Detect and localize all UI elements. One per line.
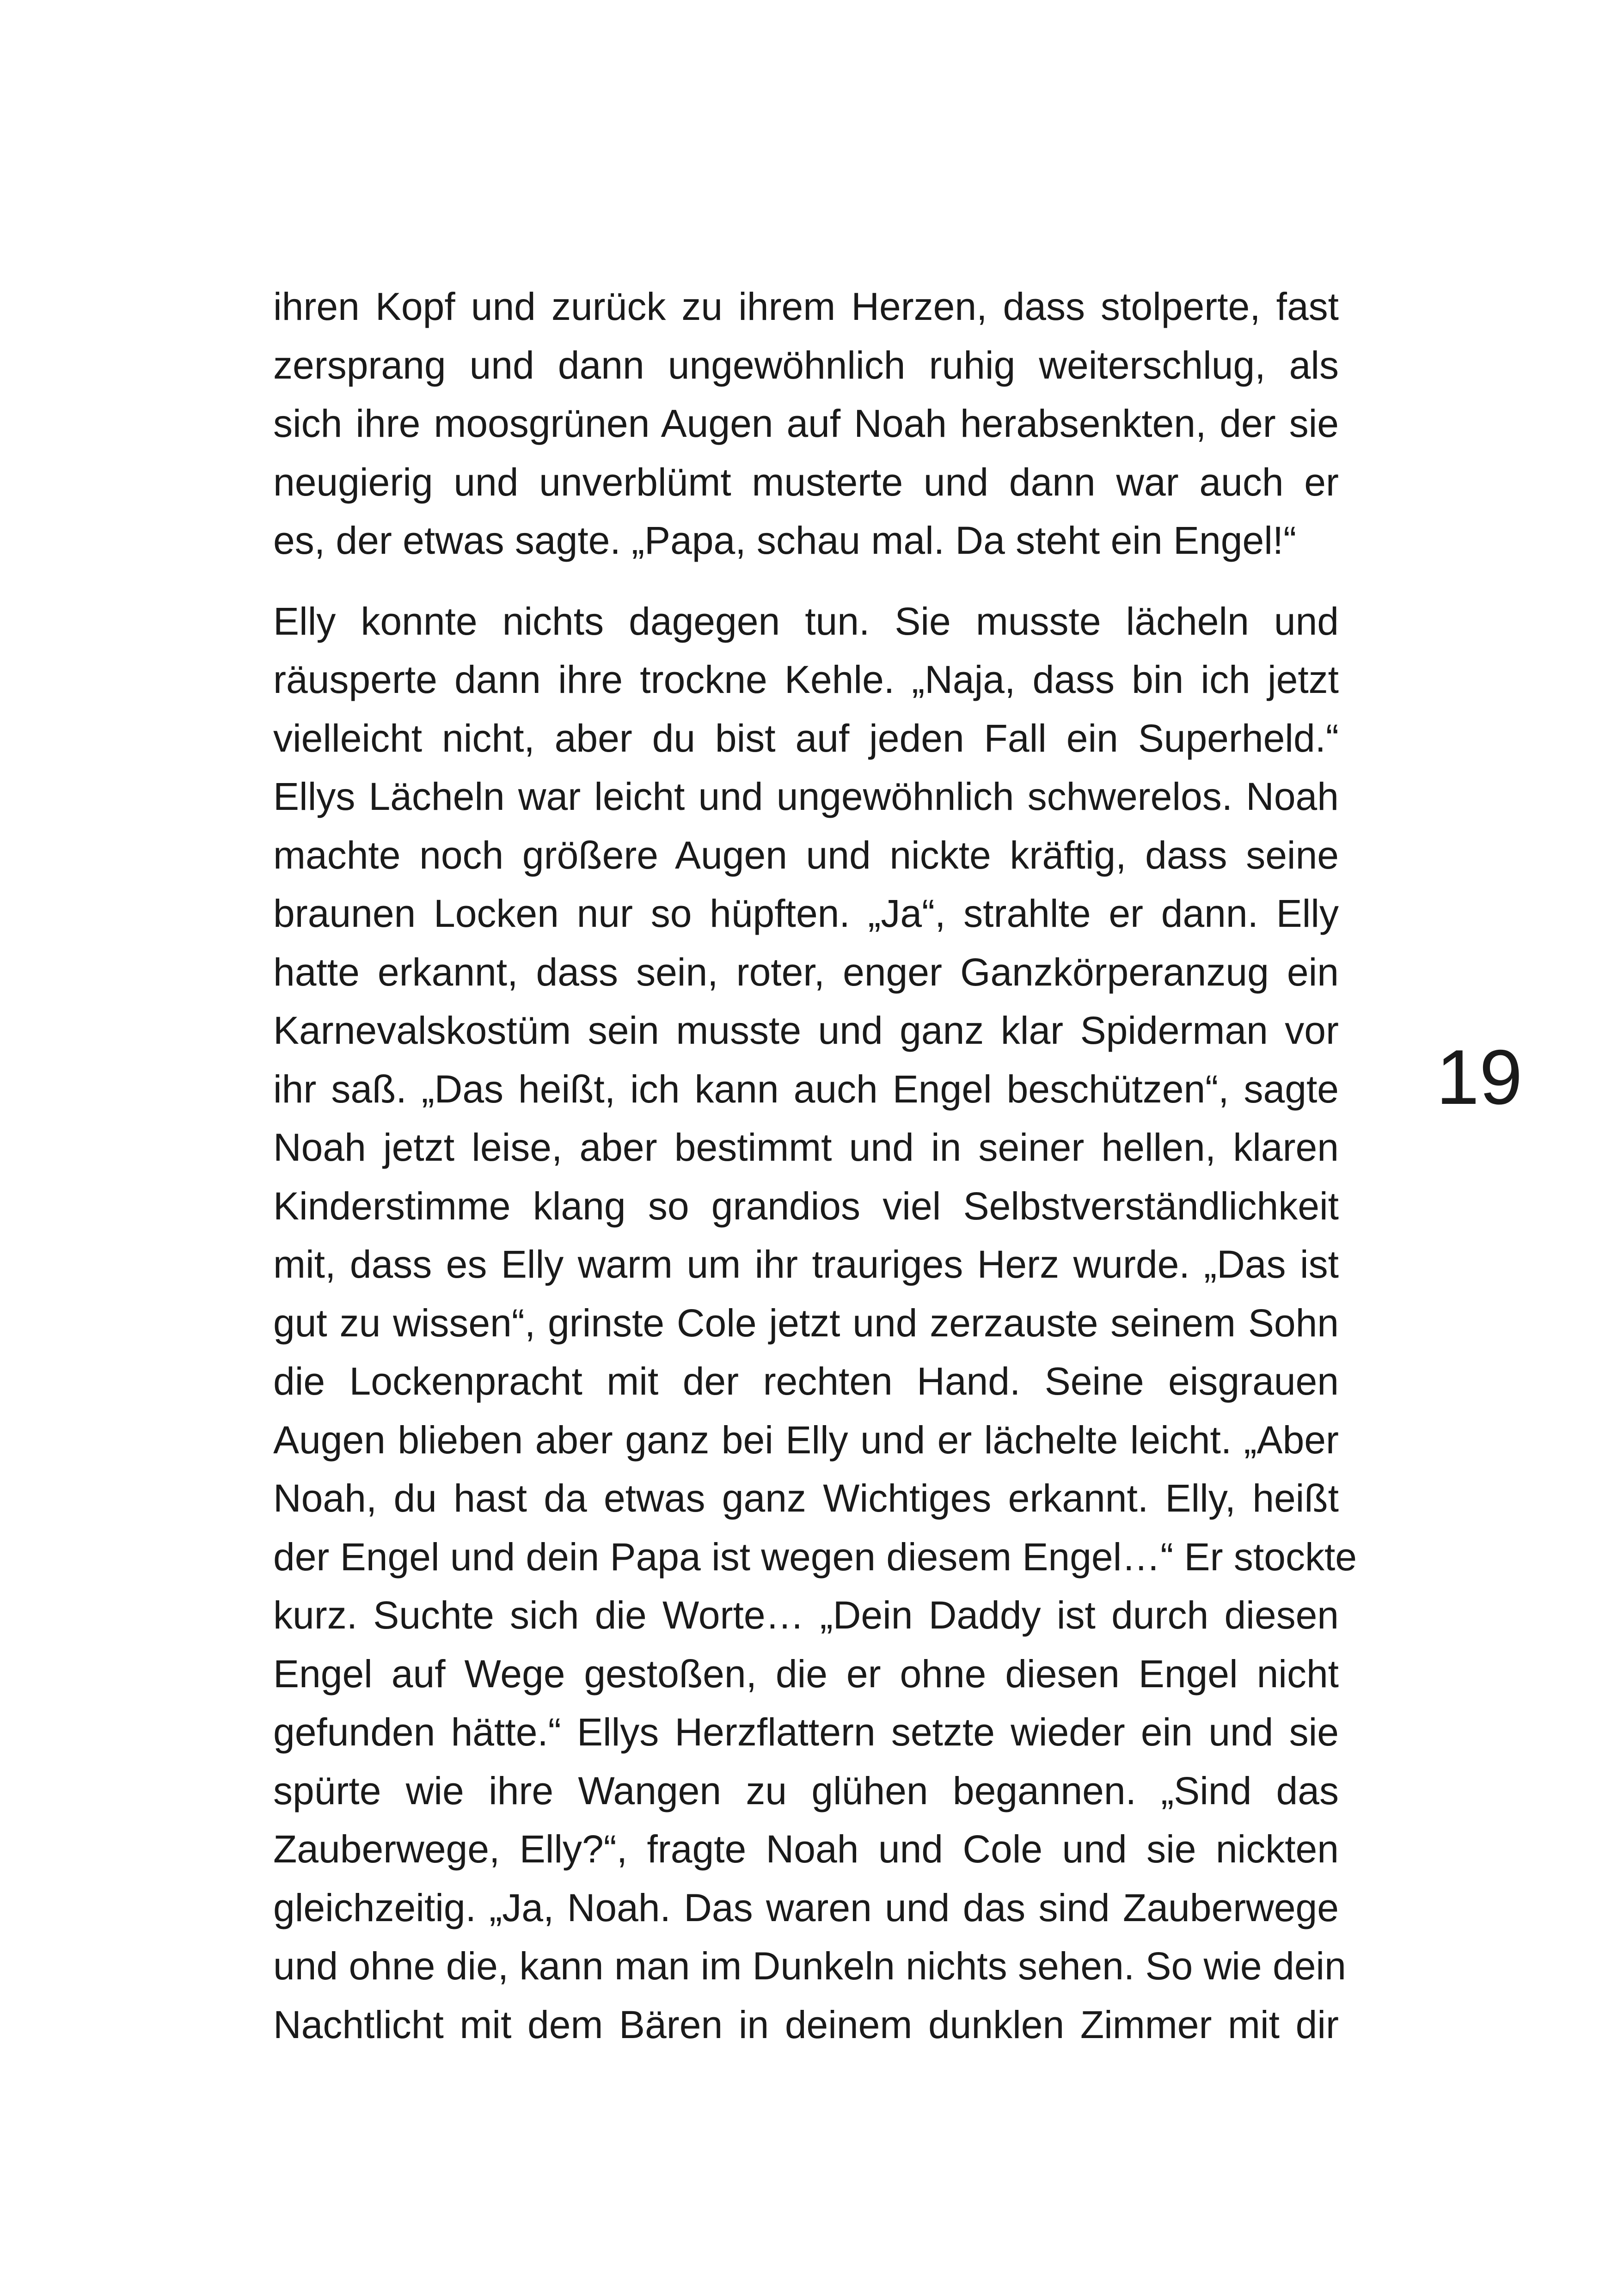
text-line: Kinderstimme klang so grandios viel Selbstverständlichkeit — [273, 1184, 1339, 1228]
text-line: und ohne die, kann man im Dunkeln nichts sehen. So wie dein — [273, 1944, 1346, 1988]
text-line: der Engel und dein Papa ist wegen diesem Engel…“ Er stockte — [273, 1535, 1357, 1579]
text-line: es, der etwas sagte. „Papa, schau mal. Da steht ein Engel!“ — [273, 519, 1297, 562]
paragraph-1 — [273, 277, 1339, 570]
paragraph-2 — [273, 592, 1357, 2054]
text-line: kurz. Suchte sich die Worte… „Dein Daddy ist durch diesen — [273, 1593, 1339, 1637]
text-line: Nachtlicht mit dem Bären in deinem dunklen Zimmer mit dir — [273, 2002, 1339, 2046]
text-line: gut zu wissen“, grinste Cole jetzt und zerzauste seinem Sohn — [273, 1301, 1339, 1345]
text-line: hatte erkannt, dass sein, roter, enger Ganzkörperanzug ein — [273, 950, 1339, 994]
text-line: vielleicht nicht, aber du bist auf jeden Fall ein Superheld.“ — [273, 716, 1339, 760]
text-line: gleichzeitig. „Ja, Noah. Das waren und das sind Zauberwege — [273, 1886, 1339, 1929]
text-line: die Lockenpracht mit der rechten Hand. Seine eisgrauen — [273, 1359, 1339, 1403]
text-line: Augen blieben aber ganz bei Elly und er lächelte leicht. „Aber — [273, 1418, 1339, 1462]
text-line: Elly konnte nichts dagegen tun. Sie musste lächeln und — [273, 599, 1339, 643]
text-line: Karnevalskostüm sein musste und ganz klar Spiderman vor — [273, 1009, 1339, 1052]
text-line: sich ihre moosgrünen Augen auf Noah herabsenkten, der sie — [273, 402, 1339, 445]
text-line: Noah jetzt leise, aber bestimmt und in seiner hellen, klaren — [273, 1126, 1339, 1169]
text-line: spürte wie ihre Wangen zu glühen begannen. „Sind das — [273, 1769, 1339, 1812]
text-line: Ellys Lächeln war leicht und ungewöhnlich schwerelos. Noah — [273, 775, 1339, 818]
text-line: mit, dass es Elly warm um ihr trauriges Herz wurde. „Das ist — [273, 1243, 1339, 1286]
text-line: Noah, du hast da etwas ganz Wichtiges erkannt. Elly, heißt — [273, 1476, 1339, 1520]
body-text — [273, 277, 1357, 2054]
text-line: neugierig und unverblümt musterte und dann war auch er — [273, 460, 1339, 504]
text-line: ihren Kopf und zurück zu ihrem Herzen, dass stolperte, fast — [273, 285, 1339, 328]
text-line: zersprang und dann ungewöhnlich ruhig weiterschlug, als — [273, 343, 1339, 387]
text-line: braunen Locken nur so hüpften. „Ja“, strahlte er dann. Elly — [273, 892, 1339, 935]
text-line: räusperte dann ihre trockne Kehle. „Naja, dass bin ich jetzt — [273, 658, 1339, 701]
text-line: Engel auf Wege gestoßen, die er ohne diesen Engel nicht — [273, 1652, 1339, 1696]
text-line: ihr saß. „Das heißt, ich kann auch Engel beschützen“, sagte — [273, 1067, 1339, 1111]
text-line: Zauberwege, Elly?“, fragte Noah und Cole und sie nickten — [273, 1827, 1339, 1871]
page-number: 19 — [1436, 1034, 1523, 1120]
text-line: gefunden hätte.“ Ellys Herzflattern setzte wieder ein und sie — [273, 1710, 1339, 1754]
text-line: machte noch größere Augen und nickte kräftig, dass seine — [273, 833, 1339, 877]
